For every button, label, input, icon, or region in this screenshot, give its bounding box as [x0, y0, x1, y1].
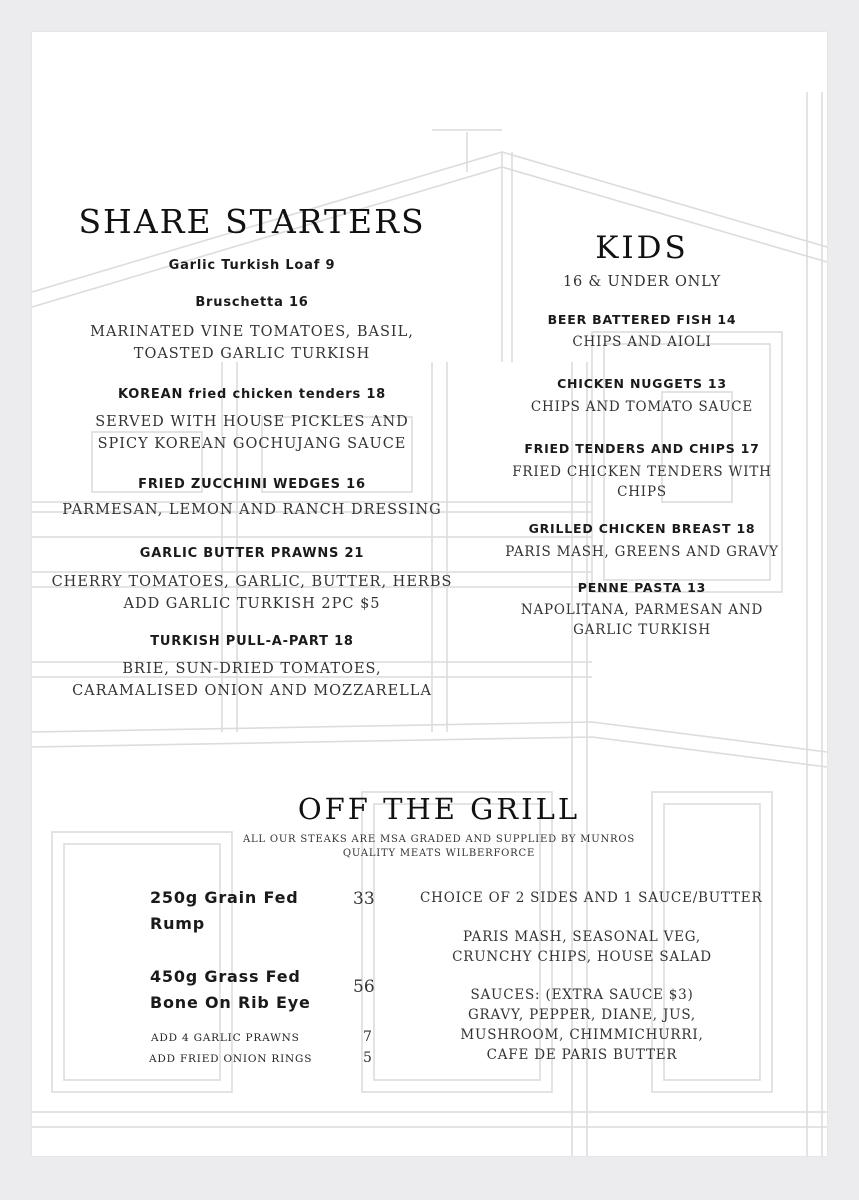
sides-intro: CHOICE OF 2 SIDES AND 1 SAUCE/BUTTER — [420, 890, 763, 906]
menu-item-name: CHICKEN NUGGETS 13 — [557, 376, 727, 391]
menu-item-name: TURKISH PULL-A-PART 18 — [150, 634, 354, 649]
menu-item-description: BRIE, SUN-DRIED TOMATOES, CARAMALISED ONION AND MOZZARELLA — [72, 661, 432, 699]
menu-item-description: NAPOLITANA, PARMESAN AND GARLIC TURKISH — [520, 602, 764, 638]
menu-item-description: CHERRY TOMATOES, GARLIC, BUTTER, HERBS ADD GARLIC TURKISH 2PC $5 — [51, 574, 453, 612]
kids-heading: KIDS — [595, 230, 689, 266]
menu-item-description: SERVED WITH HOUSE PICKLES AND SPICY KOREAN GOCHUJANG SAUCE — [95, 414, 409, 452]
sides-list: PARIS MASH, SEASONAL VEG, CRUNCHY CHIPS, HOUSE SALAD — [452, 929, 712, 965]
kids-subheading: 16 & UNDER ONLY — [562, 274, 722, 290]
addon-name: ADD 4 GARLIC PRAWNS — [151, 1032, 300, 1044]
off-the-grill-heading: OFF THE GRILL — [297, 792, 581, 826]
steak-name: 250g Grain Fed Rump — [150, 888, 299, 933]
menu-item-name: Bruschetta 16 — [195, 295, 309, 310]
addon-price: 7 — [363, 1029, 372, 1045]
steak-price: 56 — [353, 977, 375, 997]
addon-name: ADD FRIED ONION RINGS — [149, 1053, 313, 1065]
menu-item-name: GARLIC BUTTER PRAWNS 21 — [139, 546, 365, 561]
menu-item-name: FRIED ZUCCHINI WEDGES 16 — [138, 477, 366, 492]
menu-item-name: KOREAN fried chicken tenders 18 — [117, 387, 387, 402]
menu-item-name: BEER BATTERED FISH 14 — [547, 312, 737, 327]
menu-item-description: CHIPS AND TOMATO SAUCE — [530, 399, 754, 415]
steak-price: 33 — [353, 889, 375, 909]
steak-name: 450g Grass Fed Bone On Rib Eye — [150, 967, 311, 1012]
menu-item-description: MARINATED VINE TOMATOES, BASIL, TOASTED GARLIC TURKISH — [90, 324, 414, 362]
menu-item-name: FRIED TENDERS AND CHIPS 17 — [524, 441, 760, 456]
menu-item-name: GRILLED CHICKEN BREAST 18 — [528, 521, 756, 536]
menu-page — [32, 32, 827, 1156]
menu-item-description: CHIPS AND AIOLI — [572, 334, 712, 350]
menu-item-description: PARIS MASH, GREENS AND GRAVY — [505, 544, 779, 560]
grill-supplier-note: ALL OUR STEAKS ARE MSA GRADED AND SUPPLIED BY MUNROS QUALITY MEATS WILBERFORCE — [242, 834, 636, 859]
menu-item-description: PARMESAN, LEMON AND RANCH DRESSING — [62, 502, 442, 518]
menu-item-name: PENNE PASTA 13 — [577, 580, 707, 595]
share-starters-heading: SHARE STARTERS — [78, 202, 426, 241]
menu-item-name: Garlic Turkish Loaf 9 — [168, 258, 336, 273]
menu-item-description: FRIED CHICKEN TENDERS WITH CHIPS — [512, 464, 772, 500]
sauces-list: SAUCES: (EXTRA SAUCE $3) GRAVY, PEPPER, DIANE, JUS, MUSHROOM, CHIMMICHURRI, CAFE DE PARIS BUTTER — [460, 987, 704, 1063]
addon-price: 5 — [363, 1050, 372, 1066]
